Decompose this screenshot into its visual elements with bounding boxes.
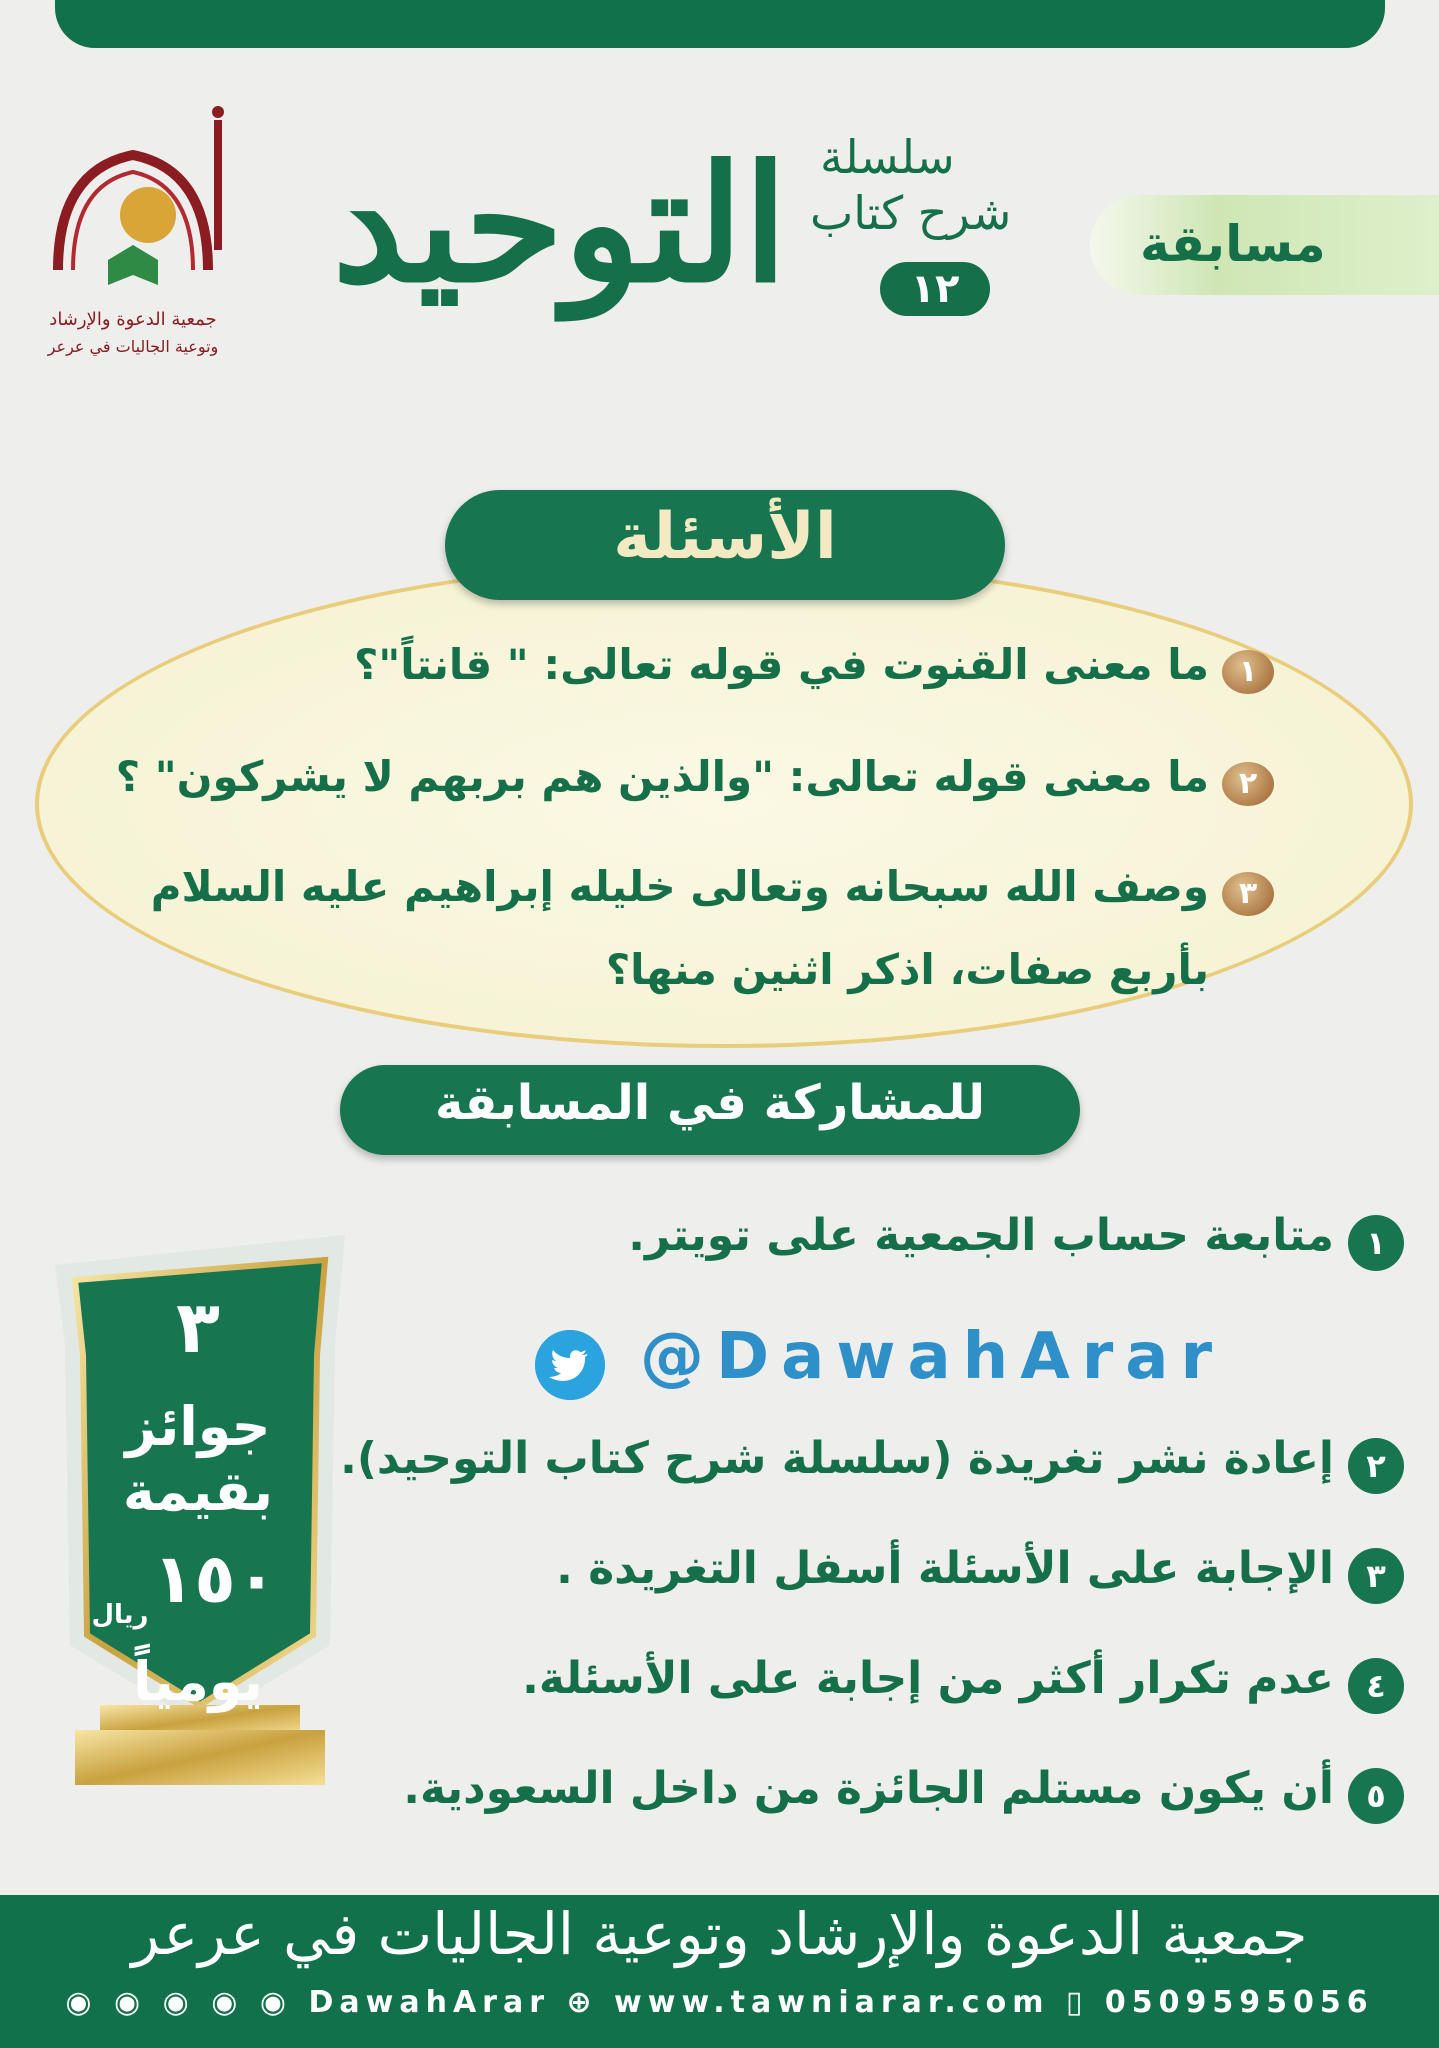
- step-number: ٢: [1348, 1438, 1404, 1494]
- questions-heading: الأسئلة: [613, 500, 837, 574]
- prize-currency: ريال: [91, 1600, 149, 1630]
- prize-frequency: يومياً: [133, 1650, 263, 1713]
- question-number: ١: [1222, 650, 1274, 694]
- episode-badge: ١٢: [880, 262, 990, 316]
- footer-contact-line: [0, 1985, 1439, 2020]
- series-title-line2: شرح كتاب: [810, 186, 1012, 240]
- step-text: الإجابة على الأسئلة أسفل التغريدة .: [556, 1543, 1334, 1594]
- footer-org-name: جمعية الدعوة والإرشاد وتوعية الجاليات في عرعر: [131, 1900, 1308, 1968]
- svg-text:جمعية الدعوة والإرشاد: جمعية الدعوة والإرشاد: [49, 309, 217, 330]
- question-number: ٢: [1222, 762, 1274, 806]
- step-number: ٣: [1348, 1548, 1404, 1604]
- participation-heading: للمشاركة في المسابقة: [435, 1075, 985, 1131]
- social-icons: ◉ ◉ ◉ ◉ ◉: [65, 1985, 309, 2020]
- prize-count: ٣: [176, 1285, 220, 1369]
- question-number: ٣: [1222, 872, 1274, 916]
- question-text: ما معنى قوله تعالى: "والذين هم بربهم لا يشركون" ؟: [115, 752, 1209, 801]
- step-number: ٤: [1348, 1658, 1404, 1714]
- step-text: عدم تكرار أكثر من إجابة على الأسئلة.: [522, 1653, 1334, 1704]
- step-number: ٥: [1348, 1768, 1404, 1824]
- globe-icon: ⊕: [566, 1985, 615, 2020]
- twitter-handle[interactable]: @DawahArar: [640, 1320, 1225, 1394]
- twitter-icon: [535, 1330, 605, 1400]
- prize-amount: ١٥٠: [152, 1540, 278, 1619]
- website-link[interactable]: www.tawniarar.com: [614, 1985, 1050, 2020]
- question-text: وصف الله سبحانه وتعالى خليله إبراهيم عليه السلام: [150, 862, 1209, 911]
- top-banner: [55, 0, 1385, 48]
- step-number: ١: [1348, 1215, 1404, 1271]
- question-text: ما معنى القنوت في قوله تعالى: " قانتاً"؟: [353, 640, 1209, 689]
- question-text-continued: بأربع صفات، اذكر اثنين منها؟: [605, 945, 1209, 994]
- phone-icon: ▯: [1065, 1985, 1105, 2020]
- book-title: التوحيد: [332, 130, 788, 318]
- contest-label: مسابقة: [1140, 215, 1326, 273]
- step-text: أن يكون مستلم الجائزة من داخل السعودية.: [403, 1763, 1334, 1814]
- svg-text:وتوعية الجاليات في عرعر: وتوعية الجاليات في عرعر: [47, 337, 219, 356]
- phone-number[interactable]: 0509595056: [1104, 1985, 1374, 2020]
- step-text: إعادة نشر تغريدة (سلسلة شرح كتاب التوحيد).: [340, 1433, 1334, 1484]
- org-logo: [38, 100, 228, 380]
- series-title-line1: سلسلة: [820, 130, 955, 184]
- prize-label-1: جوائز: [125, 1395, 271, 1458]
- social-handle[interactable]: DawahArar: [308, 1985, 550, 2020]
- step-text: متابعة حساب الجمعية على تويتر.: [628, 1210, 1334, 1261]
- prize-label-2: بقيمة: [122, 1460, 274, 1523]
